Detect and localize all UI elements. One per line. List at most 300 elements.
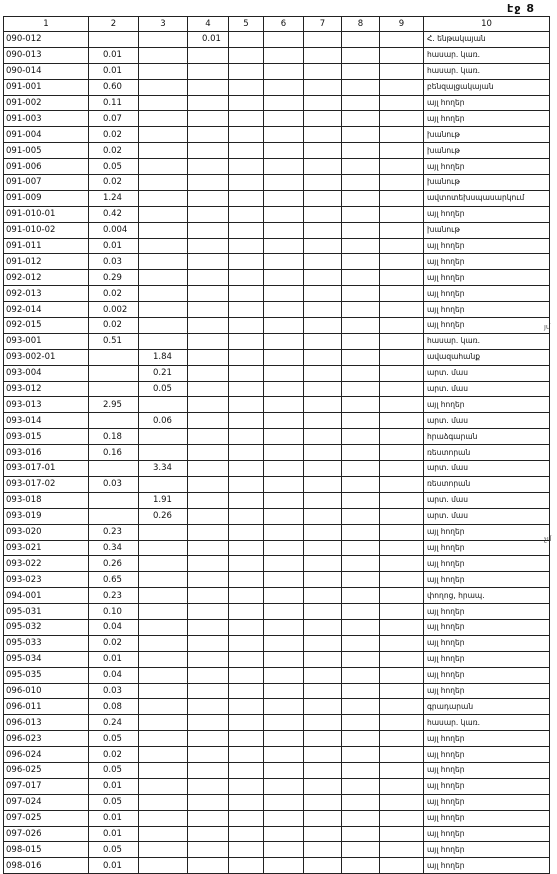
table-cell-col-7 [304, 413, 342, 429]
table-cell-col-10: ավտոտեխսպասարկում [424, 190, 550, 206]
table-cell-col-1: 096-023 [4, 731, 89, 747]
table-cell-col-1: 093-004 [4, 365, 89, 381]
table-cell-col-3 [139, 175, 188, 191]
table-cell-col-2: 0.01 [89, 778, 139, 794]
table-cell-col-1: 092-012 [4, 270, 89, 286]
table-cell-col-9 [380, 572, 424, 588]
table-cell-col-5 [229, 79, 264, 95]
table-row [4, 286, 550, 302]
table-cell-col-2: 0.02 [89, 127, 139, 143]
table-cell-col-3 [139, 667, 188, 683]
table-cell-col-1: 096-025 [4, 762, 89, 778]
table-cell-col-7 [304, 270, 342, 286]
table-cell-col-6 [264, 95, 304, 111]
table-cell-col-1: 093-020 [4, 524, 89, 540]
table-cell-col-2: 0.03 [89, 476, 139, 492]
table-cell-col-2 [89, 381, 139, 397]
table-cell-col-1: 095-034 [4, 651, 89, 667]
table-cell-col-10: այլ հողեր [424, 826, 550, 842]
table-cell-col-10: այլ հողեր [424, 619, 550, 635]
table-cell-col-9 [380, 476, 424, 492]
table-cell-col-2 [89, 461, 139, 477]
table-row [4, 159, 550, 175]
table-cell-col-8 [342, 492, 380, 508]
table-cell-col-7 [304, 635, 342, 651]
table-cell-col-8 [342, 270, 380, 286]
table-cell-col-3: 1.84 [139, 349, 188, 365]
table-cell-col-6 [264, 683, 304, 699]
table-cell-col-3 [139, 604, 188, 620]
table-cell-col-1: 093-015 [4, 429, 89, 445]
table-cell-col-10: այլ հողեր [424, 667, 550, 683]
table-cell-col-2: 0.03 [89, 254, 139, 270]
table-cell-col-3 [139, 302, 188, 318]
table-cell-col-6 [264, 111, 304, 127]
table-cell-col-1: 093-001 [4, 333, 89, 349]
table-cell-col-3 [139, 826, 188, 842]
table-cell-col-8 [342, 32, 380, 48]
table-cell-col-10: խանութ [424, 222, 550, 238]
table-cell-col-8 [342, 206, 380, 222]
table-cell-col-2: 0.16 [89, 445, 139, 461]
table-cell-col-2: 0.05 [89, 159, 139, 175]
table-cell-col-4 [188, 143, 229, 159]
table-cell-col-1: 097-025 [4, 810, 89, 826]
table-cell-col-9 [380, 619, 424, 635]
table-cell-col-2: 0.01 [89, 858, 139, 874]
table-cell-col-4 [188, 302, 229, 318]
table-cell-col-8 [342, 604, 380, 620]
table-cell-col-3: 0.26 [139, 508, 188, 524]
table-cell-col-10: այլ հողեր [424, 842, 550, 858]
table-cell-col-2: 0.10 [89, 604, 139, 620]
table-cell-col-8 [342, 381, 380, 397]
table-cell-col-8 [342, 318, 380, 334]
table-cell-col-4 [188, 397, 229, 413]
table-cell-col-3 [139, 397, 188, 413]
table-cell-col-5 [229, 762, 264, 778]
table-cell-col-1: 091-005 [4, 143, 89, 159]
table-cell-col-2: 0.01 [89, 826, 139, 842]
table-cell-col-10: փողոց, հրապ. [424, 588, 550, 604]
column-header: 10 [424, 17, 550, 32]
table-cell-col-3 [139, 63, 188, 79]
table-cell-col-2: 0.42 [89, 206, 139, 222]
table-cell-col-7 [304, 508, 342, 524]
table-cell-col-3 [139, 127, 188, 143]
table-cell-col-5 [229, 286, 264, 302]
table-cell-col-8 [342, 333, 380, 349]
table-cell-col-4 [188, 715, 229, 731]
table-cell-col-10: այլ հողեր [424, 635, 550, 651]
table-cell-col-1: 093-021 [4, 540, 89, 556]
table-cell-col-6 [264, 635, 304, 651]
table-cell-col-6 [264, 429, 304, 445]
table-cell-col-4 [188, 524, 229, 540]
column-header: 6 [264, 17, 304, 32]
table-cell-col-2: 0.04 [89, 667, 139, 683]
table-cell-col-3 [139, 619, 188, 635]
table-cell-col-6 [264, 445, 304, 461]
table-cell-col-7 [304, 238, 342, 254]
table-cell-col-10: արտ. մաս [424, 413, 550, 429]
table-cell-col-3 [139, 842, 188, 858]
table-cell-col-1: 098-015 [4, 842, 89, 858]
table-cell-col-4 [188, 270, 229, 286]
table-cell-col-3 [139, 159, 188, 175]
table-cell-col-2: 0.51 [89, 333, 139, 349]
table-cell-col-6 [264, 715, 304, 731]
table-cell-col-5 [229, 794, 264, 810]
table-cell-col-2: 0.60 [89, 79, 139, 95]
table-row [4, 143, 550, 159]
table-cell-col-10: այլ հողեր [424, 794, 550, 810]
table-cell-col-9 [380, 270, 424, 286]
table-cell-col-9 [380, 762, 424, 778]
table-cell-col-9 [380, 349, 424, 365]
table-cell-col-6 [264, 222, 304, 238]
table-cell-col-2: 0.08 [89, 699, 139, 715]
table-cell-col-5 [229, 508, 264, 524]
table-row [4, 524, 550, 540]
table-cell-col-2: 0.002 [89, 302, 139, 318]
table-cell-col-6 [264, 810, 304, 826]
table-cell-col-10: այլ հողեր [424, 270, 550, 286]
table-row [4, 715, 550, 731]
table-cell-col-7 [304, 715, 342, 731]
table-cell-col-7 [304, 127, 342, 143]
table-cell-col-2: 0.01 [89, 63, 139, 79]
table-cell-col-8 [342, 238, 380, 254]
table-cell-col-7 [304, 429, 342, 445]
table-cell-col-2 [89, 492, 139, 508]
table-cell-col-10: այլ հողեր [424, 286, 550, 302]
table-cell-col-1: 097-026 [4, 826, 89, 842]
table-cell-col-7 [304, 159, 342, 175]
table-cell-col-8 [342, 365, 380, 381]
table-cell-col-7 [304, 604, 342, 620]
table-cell-col-10: հասար. կառ. [424, 63, 550, 79]
table-cell-col-9 [380, 588, 424, 604]
table-cell-col-7 [304, 699, 342, 715]
column-header: 4 [188, 17, 229, 32]
table-cell-col-1: 091-002 [4, 95, 89, 111]
table-cell-col-2: 0.34 [89, 540, 139, 556]
table-cell-col-9 [380, 159, 424, 175]
table-cell-col-10: այլ հողեր [424, 111, 550, 127]
table-cell-col-6 [264, 143, 304, 159]
table-cell-col-8 [342, 461, 380, 477]
table-cell-col-7 [304, 63, 342, 79]
table-cell-col-8 [342, 731, 380, 747]
table-cell-col-2 [89, 413, 139, 429]
table-cell-col-4 [188, 445, 229, 461]
table-row [4, 79, 550, 95]
table-cell-col-5 [229, 349, 264, 365]
table-cell-col-9 [380, 238, 424, 254]
table-cell-col-1: 092-014 [4, 302, 89, 318]
table-cell-col-10: այլ հողեր [424, 318, 550, 334]
table-cell-col-2: 0.65 [89, 572, 139, 588]
table-cell-col-6 [264, 47, 304, 63]
table-cell-col-5 [229, 540, 264, 556]
table-cell-col-10: հասար. կառ. [424, 47, 550, 63]
table-cell-col-5 [229, 270, 264, 286]
table-cell-col-9 [380, 461, 424, 477]
table-cell-col-7 [304, 397, 342, 413]
table-cell-col-8 [342, 222, 380, 238]
table-cell-col-3 [139, 143, 188, 159]
table-cell-col-3 [139, 810, 188, 826]
table-cell-col-2: 0.05 [89, 842, 139, 858]
table-cell-col-4 [188, 476, 229, 492]
column-header: 3 [139, 17, 188, 32]
table-cell-col-4 [188, 747, 229, 763]
table-cell-col-5 [229, 111, 264, 127]
table-cell-col-6 [264, 604, 304, 620]
table-cell-col-1: 091-001 [4, 79, 89, 95]
table-cell-col-8 [342, 635, 380, 651]
table-cell-col-7 [304, 111, 342, 127]
table-cell-col-3 [139, 651, 188, 667]
table-cell-col-2: 0.29 [89, 270, 139, 286]
table-cell-col-10: խանութ [424, 127, 550, 143]
table-cell-col-1: 096-013 [4, 715, 89, 731]
table-cell-col-9 [380, 794, 424, 810]
table-cell-col-3 [139, 32, 188, 48]
table-row [4, 492, 550, 508]
table-cell-col-7 [304, 175, 342, 191]
table-cell-col-9 [380, 286, 424, 302]
table-cell-col-10: այլ հողեր [424, 254, 550, 270]
table-cell-col-6 [264, 476, 304, 492]
table-cell-col-3 [139, 79, 188, 95]
table-cell-col-2: 2.95 [89, 397, 139, 413]
table-cell-col-1: 096-010 [4, 683, 89, 699]
table-cell-col-1: 091-011 [4, 238, 89, 254]
table-cell-col-8 [342, 190, 380, 206]
table-cell-col-8 [342, 413, 380, 429]
table-cell-col-2 [89, 32, 139, 48]
table-cell-col-2: 0.01 [89, 651, 139, 667]
table-cell-col-1: 092-013 [4, 286, 89, 302]
table-cell-col-3 [139, 476, 188, 492]
table-cell-col-3: 0.06 [139, 413, 188, 429]
table-cell-col-8 [342, 349, 380, 365]
table-row [4, 476, 550, 492]
table-cell-col-6 [264, 127, 304, 143]
table-cell-col-5 [229, 381, 264, 397]
table-cell-col-8 [342, 588, 380, 604]
table-cell-col-4 [188, 429, 229, 445]
table-cell-col-4 [188, 619, 229, 635]
table-cell-col-9 [380, 858, 424, 874]
table-cell-col-4 [188, 572, 229, 588]
table-cell-col-8 [342, 572, 380, 588]
table-cell-col-4 [188, 588, 229, 604]
table-cell-col-7 [304, 858, 342, 874]
table-cell-col-2: 0.01 [89, 238, 139, 254]
table-cell-col-8 [342, 143, 380, 159]
table-cell-col-7 [304, 762, 342, 778]
table-cell-col-7 [304, 842, 342, 858]
table-cell-col-10: այլ հողեր [424, 858, 550, 874]
table-cell-col-4 [188, 349, 229, 365]
table-cell-col-3 [139, 429, 188, 445]
table-cell-col-9 [380, 715, 424, 731]
table-row [4, 651, 550, 667]
table-cell-col-10: արտ. մաս [424, 461, 550, 477]
table-cell-col-5 [229, 190, 264, 206]
table-cell-col-3 [139, 540, 188, 556]
table-cell-col-4 [188, 254, 229, 270]
table-cell-col-8 [342, 651, 380, 667]
table-cell-col-6 [264, 778, 304, 794]
table-cell-col-10: հասար. կառ. [424, 715, 550, 731]
table-cell-col-6 [264, 349, 304, 365]
table-cell-col-4 [188, 826, 229, 842]
table-row [4, 95, 550, 111]
table-cell-col-5 [229, 32, 264, 48]
table-cell-col-7 [304, 476, 342, 492]
table-cell-col-3: 0.05 [139, 381, 188, 397]
table-cell-col-3 [139, 524, 188, 540]
table-cell-col-8 [342, 302, 380, 318]
table-cell-col-5 [229, 476, 264, 492]
table-cell-col-4 [188, 333, 229, 349]
table-cell-col-7 [304, 47, 342, 63]
table-cell-col-2: 0.02 [89, 318, 139, 334]
table-cell-col-1: 095-033 [4, 635, 89, 651]
table-cell-col-2: 0.02 [89, 175, 139, 191]
table-cell-col-6 [264, 286, 304, 302]
table-cell-col-5 [229, 683, 264, 699]
table-cell-col-10: այլ հողեր [424, 810, 550, 826]
table-cell-col-6 [264, 397, 304, 413]
table-cell-col-8 [342, 810, 380, 826]
table-cell-col-6 [264, 794, 304, 810]
table-cell-col-2: 1.24 [89, 190, 139, 206]
table-cell-col-10: այլ հողեր [424, 747, 550, 763]
table-header-row [4, 17, 550, 32]
table-cell-col-1: 093-012 [4, 381, 89, 397]
table-cell-col-9 [380, 143, 424, 159]
table-row [4, 810, 550, 826]
table-cell-col-9 [380, 365, 424, 381]
table-cell-col-6 [264, 556, 304, 572]
table-cell-col-7 [304, 778, 342, 794]
table-row [4, 699, 550, 715]
table-cell-col-6 [264, 159, 304, 175]
table-cell-col-2: 0.05 [89, 762, 139, 778]
table-cell-col-8 [342, 667, 380, 683]
table-cell-col-5 [229, 365, 264, 381]
table-cell-col-7 [304, 747, 342, 763]
table-cell-col-9 [380, 508, 424, 524]
table-cell-col-9 [380, 747, 424, 763]
table-row [4, 826, 550, 842]
table-cell-col-4 [188, 95, 229, 111]
table-cell-col-4 [188, 159, 229, 175]
column-header: 9 [380, 17, 424, 32]
column-header: 7 [304, 17, 342, 32]
table-cell-col-8 [342, 445, 380, 461]
table-cell-col-8 [342, 175, 380, 191]
table-row [4, 588, 550, 604]
table-cell-col-8 [342, 111, 380, 127]
table-cell-col-7 [304, 95, 342, 111]
table-cell-col-9 [380, 667, 424, 683]
table-cell-col-10: այլ հողեր [424, 524, 550, 540]
table-cell-col-1: 093-017-02 [4, 476, 89, 492]
table-cell-col-9 [380, 524, 424, 540]
table-cell-col-4 [188, 651, 229, 667]
table-cell-col-10: այլ հողեր [424, 159, 550, 175]
table-cell-col-9 [380, 699, 424, 715]
table-cell-col-7 [304, 222, 342, 238]
table-cell-col-3 [139, 699, 188, 715]
table-cell-col-4 [188, 556, 229, 572]
table-cell-col-1: 091-007 [4, 175, 89, 191]
table-cell-col-9 [380, 445, 424, 461]
table-cell-col-6 [264, 32, 304, 48]
table-cell-col-8 [342, 508, 380, 524]
table-cell-col-4 [188, 731, 229, 747]
table-cell-col-6 [264, 238, 304, 254]
table-cell-col-8 [342, 858, 380, 874]
table-cell-col-9 [380, 826, 424, 842]
table-cell-col-3 [139, 238, 188, 254]
table-cell-col-4: 0.01 [188, 32, 229, 48]
table-cell-col-5 [229, 667, 264, 683]
table-cell-col-6 [264, 699, 304, 715]
table-cell-col-4 [188, 794, 229, 810]
table-cell-col-4 [188, 508, 229, 524]
table-cell-col-6 [264, 63, 304, 79]
table-cell-col-3 [139, 206, 188, 222]
table-cell-col-9 [380, 127, 424, 143]
table-cell-col-7 [304, 794, 342, 810]
table-cell-col-4 [188, 47, 229, 63]
table-row [4, 556, 550, 572]
table-cell-col-10: բենզալցակայան [424, 79, 550, 95]
margin-mark-2: չմ [544, 535, 552, 543]
table-row [4, 254, 550, 270]
table-cell-col-7 [304, 619, 342, 635]
table-row [4, 190, 550, 206]
table-cell-col-7 [304, 572, 342, 588]
table-cell-col-10: արտ. մաս [424, 365, 550, 381]
table-row [4, 238, 550, 254]
table-cell-col-7 [304, 365, 342, 381]
table-cell-col-1: 091-003 [4, 111, 89, 127]
table-cell-col-3 [139, 731, 188, 747]
table-cell-col-6 [264, 731, 304, 747]
table-cell-col-10: այլ հողեր [424, 604, 550, 620]
table-cell-col-6 [264, 858, 304, 874]
table-cell-col-1: 093-013 [4, 397, 89, 413]
table-cell-col-5 [229, 810, 264, 826]
table-cell-col-6 [264, 206, 304, 222]
table-cell-col-1: 096-011 [4, 699, 89, 715]
table-cell-col-10: հասար. կառ. [424, 333, 550, 349]
table-cell-col-7 [304, 810, 342, 826]
table-cell-col-6 [264, 619, 304, 635]
table-cell-col-10: արտ. մաս [424, 492, 550, 508]
table-row [4, 778, 550, 794]
table-cell-col-6 [264, 508, 304, 524]
table-row [4, 635, 550, 651]
